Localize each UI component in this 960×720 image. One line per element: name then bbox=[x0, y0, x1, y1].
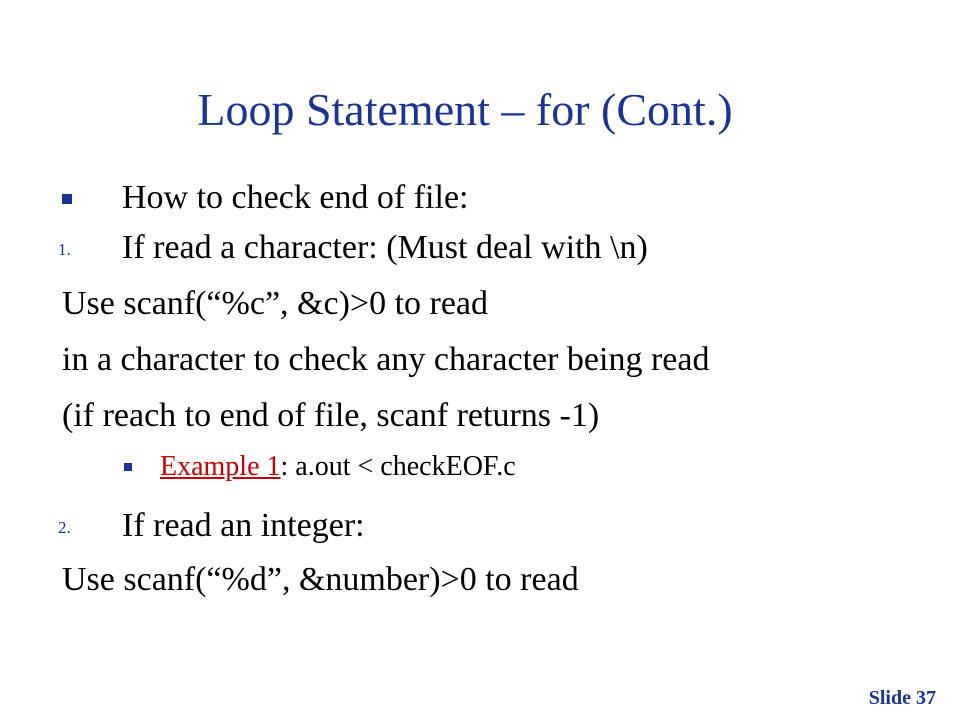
bullet-text: How to check end of file: bbox=[122, 179, 469, 216]
body-line: Use scanf(“%c”, &c)>0 to read bbox=[62, 285, 489, 322]
slide-number: Slide 37 bbox=[868, 687, 936, 709]
item-number: 2. bbox=[58, 518, 71, 537]
example-text: : a.out < checkEOF.c bbox=[280, 451, 516, 482]
example-line bbox=[160, 450, 516, 484]
square-bullet-icon bbox=[124, 463, 132, 471]
slide-title: Loop Statement – for (Cont.) bbox=[197, 84, 733, 135]
square-bullet-icon bbox=[62, 194, 72, 204]
body-line: (if reach to end of file, scanf returns -1) bbox=[62, 397, 600, 434]
item-text: If read an integer: bbox=[122, 507, 365, 544]
example-link[interactable]: Example 1 bbox=[160, 451, 281, 482]
body-line: in a character to check any character being read bbox=[62, 341, 710, 378]
body-line: Use scanf(“%d”, &number)>0 to read bbox=[62, 561, 579, 598]
item-number: 1. bbox=[58, 240, 71, 259]
item-text: If read a character: (Must deal with \n) bbox=[122, 229, 648, 266]
